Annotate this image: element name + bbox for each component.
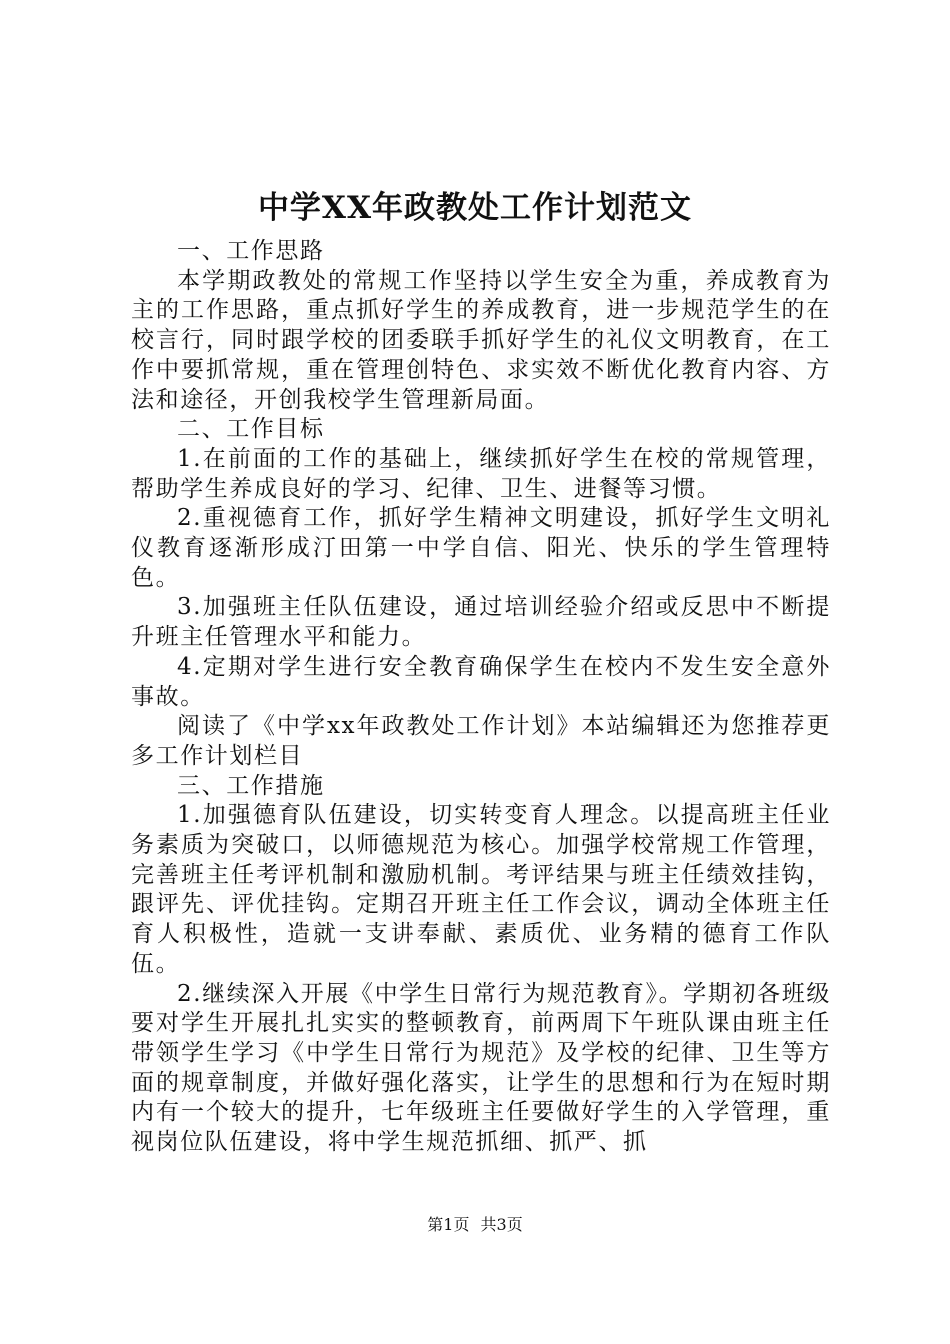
page-number: 第1页 (427, 1215, 470, 1234)
paragraph: 2.重视德育工作，抓好学生精神文明建设，抓好学生文明礼仪教育逐渐形成汀田第一中学自信、阳光、快乐的学生管理特色。 (131, 505, 831, 591)
paragraph: 4.定期对学生进行安全教育确保学生在校内不发生安全意外事故。 (131, 653, 831, 710)
paragraph: 阅读了《中学xx年政教处工作计划》本站编辑还为您推荐更多工作计划栏目 (131, 713, 831, 769)
section-heading-approach: 一、工作思路 (177, 238, 325, 264)
paragraph: 1.加强德育队伍建设，切实转变育人理念。以提高班主任业务素质为突破口，以师德规范为核心。加强学校常规工作管理，完善班主任考评机制和激励机制。考评结果与班主任绩效挂钩，跟评先、评优挂钩。定期召开班主任工作会议，调动全体班主任育人积极性，造就一支讲奉献、素质优、业务精的德育工作队伍。 (131, 802, 831, 977)
paragraph: 本学期政教处的常规工作坚持以学生安全为重，养成教育为主的工作思路，重点抓好学生的养成教育，进一步规范学生的在校言行，同时跟学校的团委联手抓好学生的礼仪文明教育，在工作中要抓常规，重在管理创特色、求实效不断优化教育内容、方法和途径，开创我校学生管理新局面。 (131, 267, 831, 413)
section-heading-goals: 二、工作目标 (177, 416, 325, 443)
document-body (131, 237, 831, 1158)
paragraph: 3.加强班主任队伍建设，通过培训经验介绍或反思中不断提升班主任管理水平和能力。 (131, 594, 831, 651)
page-footer (0, 1213, 950, 1237)
page-total: 共3页 (480, 1215, 523, 1234)
section-heading-measures: 三、工作措施 (177, 772, 325, 799)
document-title: 中学XX年政教处工作计划范文 (257, 190, 693, 226)
paragraph: 1.在前面的工作的基础上，继续抓好学生在校的常规管理，帮助学生养成良好的学习、纪律、卫生、进餐等习惯。 (131, 445, 831, 502)
paragraph: 2.继续深入开展《中学生日常行为规范教育》。学期初各班级要对学生开展扎扎实实的整顿教育，前两周下午班队课由班主任带领学生学习《中学生日常行为规范》及学校的纪律、卫生等方面的规章制度，并做好强化落实，让学生的思想和行为在短时期内有一个较大的提升，七年级班主任要做好学生的入学管理，重视岗位队伍建设，将中学生规范抓细、抓严、抓 (131, 980, 831, 1156)
